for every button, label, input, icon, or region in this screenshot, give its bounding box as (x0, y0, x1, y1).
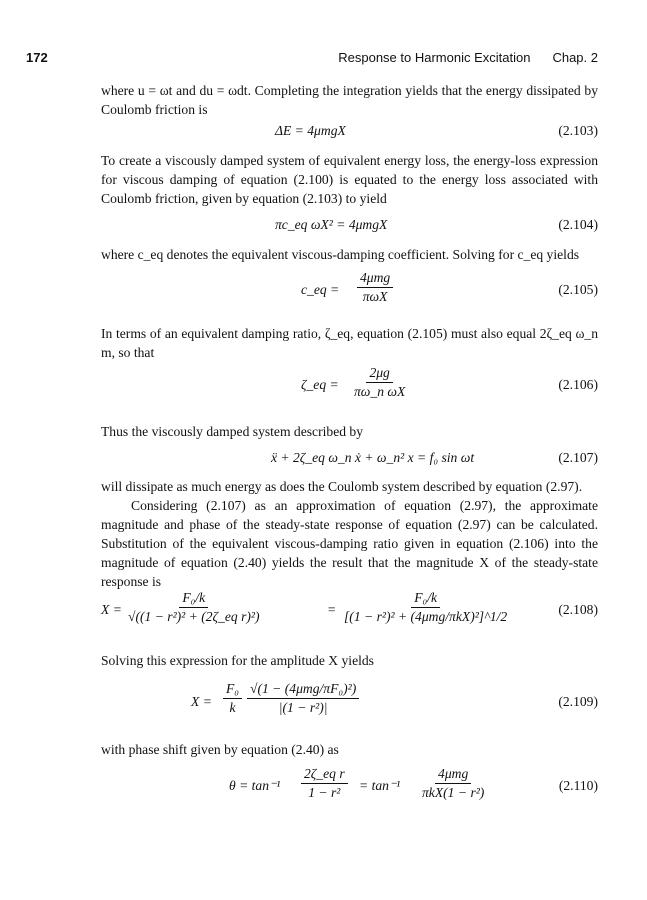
denominator: [(1 − r²)² + (4μmg/πkX)²]^1/2 (344, 609, 508, 624)
equation-number: (2.108) (558, 602, 598, 617)
equation-fraction (351, 365, 408, 400)
equation-prefactor (223, 681, 242, 716)
equation-2-109 (101, 681, 598, 729)
page-number: 172 (26, 50, 48, 65)
numerator: F₀/k (179, 590, 208, 608)
running-header (338, 50, 598, 65)
paragraph-5: Thus the viscously damped system described by (101, 424, 364, 439)
numerator: F₀/k (411, 590, 440, 608)
equation-fraction-2 (341, 590, 510, 625)
denominator: πωX (362, 289, 388, 304)
equation-fraction-2 (419, 766, 487, 801)
numerator: √(1 − (4μmg/πF₀)²) (247, 681, 359, 699)
numerator: 4μmg (357, 270, 393, 288)
equation-number: (2.110) (558, 778, 598, 793)
chapter-label: Chap. 2 (552, 50, 598, 65)
equation-middle: = tan⁻¹ (359, 778, 401, 793)
paragraph-7: Considering (2.107) as an approximation of equation (2.97), the approximate magnitude and phase of the steady-state response of equation (2.97) can be calculated. Substitution of the equivalent viscous-damping ratio given in equation (2.106) into the magnitude of equation (2.40) yields the result that the magnitude X of the steady-state response is (101, 498, 598, 589)
equation-fraction (357, 270, 393, 305)
paragraph-2: To create a viscously damped system of equivalent energy loss, the energy-loss expression for viscous damping of equation (2.100) is equated to the energy loss associated with Coulomb friction, given by equation (2.103) to yield (101, 153, 598, 206)
equation-fraction-1 (301, 766, 348, 801)
numerator: F₀ (223, 681, 242, 699)
equation-text: ẍ + 2ζ_eq ω_n ẋ + ω_n² x = f₀ sin ωt (271, 450, 475, 465)
section-title: Response to Harmonic Excitation (338, 50, 531, 65)
equation-lhs: θ = tan⁻¹ (229, 778, 281, 793)
equation-2-105 (101, 270, 598, 316)
denominator: 1 − r² (308, 785, 341, 800)
equation-lhs: ζ_eq = (301, 377, 339, 392)
equation-number: (2.104) (558, 217, 598, 232)
denominator: k (229, 700, 236, 715)
equation-lhs: X = (101, 602, 122, 617)
page-header (26, 50, 598, 68)
equals-sign: = (327, 602, 337, 617)
equation-text: ΔE = 4μmgX (275, 123, 346, 138)
equation-number: (2.105) (558, 282, 598, 297)
paragraph-8: Solving this expression for the amplitude X yields (101, 653, 374, 668)
paragraph-1: where u = ωt and du = ωdt. Completing the integration yields that the energy dissipated by Coulomb friction is (101, 83, 598, 117)
equation-2-106 (101, 365, 598, 411)
paragraph-3: where c_eq denotes the equivalent viscous-damping coefficient. Solving for c_eq yields (101, 247, 580, 262)
equation-number: (2.107) (558, 450, 598, 465)
equation-number: (2.109) (558, 694, 598, 709)
equation-2-108 (101, 590, 598, 636)
equation-2-110 (101, 766, 598, 812)
paragraph-4: In terms of an equivalent damping ratio, ζ_eq, equation (2.105) must also equal 2ζ_eq ω_n m, so that (101, 326, 598, 360)
numerator: 2μg (366, 365, 392, 383)
numerator: 2ζ_eq r (301, 766, 348, 784)
numerator: 4μmg (435, 766, 471, 784)
denominator: πkX(1 − r²) (422, 785, 485, 800)
denominator: |(1 − r²)| (278, 700, 328, 715)
equation-text: πc_eq ωX² = 4μmgX (275, 217, 388, 232)
equation-lhs: X = (191, 694, 212, 709)
paragraph-6: will dissipate as much energy as does the Coulomb system described by equation (2.97). (101, 479, 583, 494)
equation-fraction-1 (125, 590, 263, 625)
denominator: √((1 − r²)² + (2ζ_eq r)²) (128, 609, 260, 624)
equation-fraction (247, 681, 359, 716)
paragraph-9: with phase shift given by equation (2.40) as (101, 742, 339, 757)
equation-number: (2.106) (558, 377, 598, 392)
equation-number: (2.103) (558, 123, 598, 138)
denominator: πω_n ωX (354, 384, 406, 399)
equation-lhs: c_eq = (301, 282, 340, 297)
